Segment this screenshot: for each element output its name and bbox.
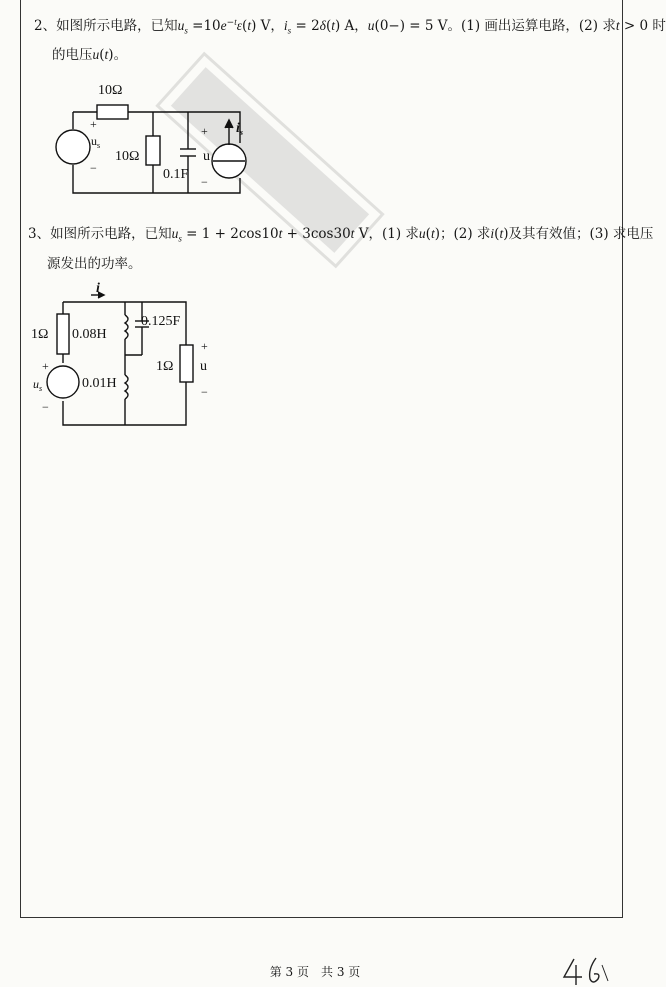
q3-line2: 源发出的功率。 [47, 256, 142, 272]
q2-cap-label: 0.1F [163, 167, 189, 182]
page-footer: 第 3 页 共 3 页 [269, 965, 361, 979]
svg-text:+: + [90, 117, 97, 131]
q3-i-label: i [96, 281, 100, 296]
svg-text:−: − [201, 175, 208, 189]
q3-circuit [28, 283, 208, 433]
svg-text:+: + [201, 124, 208, 138]
voltage-source-us [47, 366, 79, 398]
svg-text:−: − [201, 385, 208, 399]
q2-r-mid-label: 10Ω [115, 149, 140, 164]
svg-text:+: + [42, 359, 49, 373]
svg-text:+: + [201, 339, 208, 353]
svg-text:−: − [42, 400, 49, 414]
resistor-1ohm-left [57, 314, 69, 354]
voltage-source [56, 130, 90, 164]
q3-l2-label: 0.01H [82, 376, 117, 391]
q2-u-label: u [203, 149, 210, 164]
resistor-top [97, 105, 128, 119]
q2-source-label: $u_s$ [91, 134, 101, 150]
resistor-1ohm-right [180, 345, 193, 382]
q2-circuit [55, 72, 255, 197]
handwritten-page-number [560, 955, 615, 987]
q3-r1-label: 1Ω [31, 327, 49, 342]
resistor-mid [146, 136, 160, 165]
q3-line1: 3、如图所示电路，已知$u_s = 1 + 2\cos 10t + 3\cos 30t$ V，(1) 求u(t)；(2) 求i(t)及其有效值；(3) 求电压 [28, 226, 654, 244]
inductor-008h [125, 315, 128, 339]
q2-line1: 2、如图所示电路，已知$u_s =10e^{-t}\varepsilon(t)$ V，$i_s = 2\delta(t)$ A，u(0−) = 5 V。(1) 画出运算电路，(2) 求t > 0 时 [34, 16, 666, 36]
q2-line2: 的电压u(t)。 [52, 47, 128, 63]
q3-c1-label: 0.125F [141, 314, 181, 329]
q3-r2-label: 1Ω [156, 359, 174, 374]
q3-l1-label: 0.08H [72, 327, 107, 342]
q2-r-top-label: 10Ω [98, 83, 123, 98]
q2-is-label: $i_s$ [236, 121, 244, 137]
q3-u-label: u [200, 359, 207, 374]
q3-us-label: $u_s$ [33, 377, 43, 393]
svg-text:−: − [90, 161, 97, 175]
inductor-001h [125, 375, 128, 399]
